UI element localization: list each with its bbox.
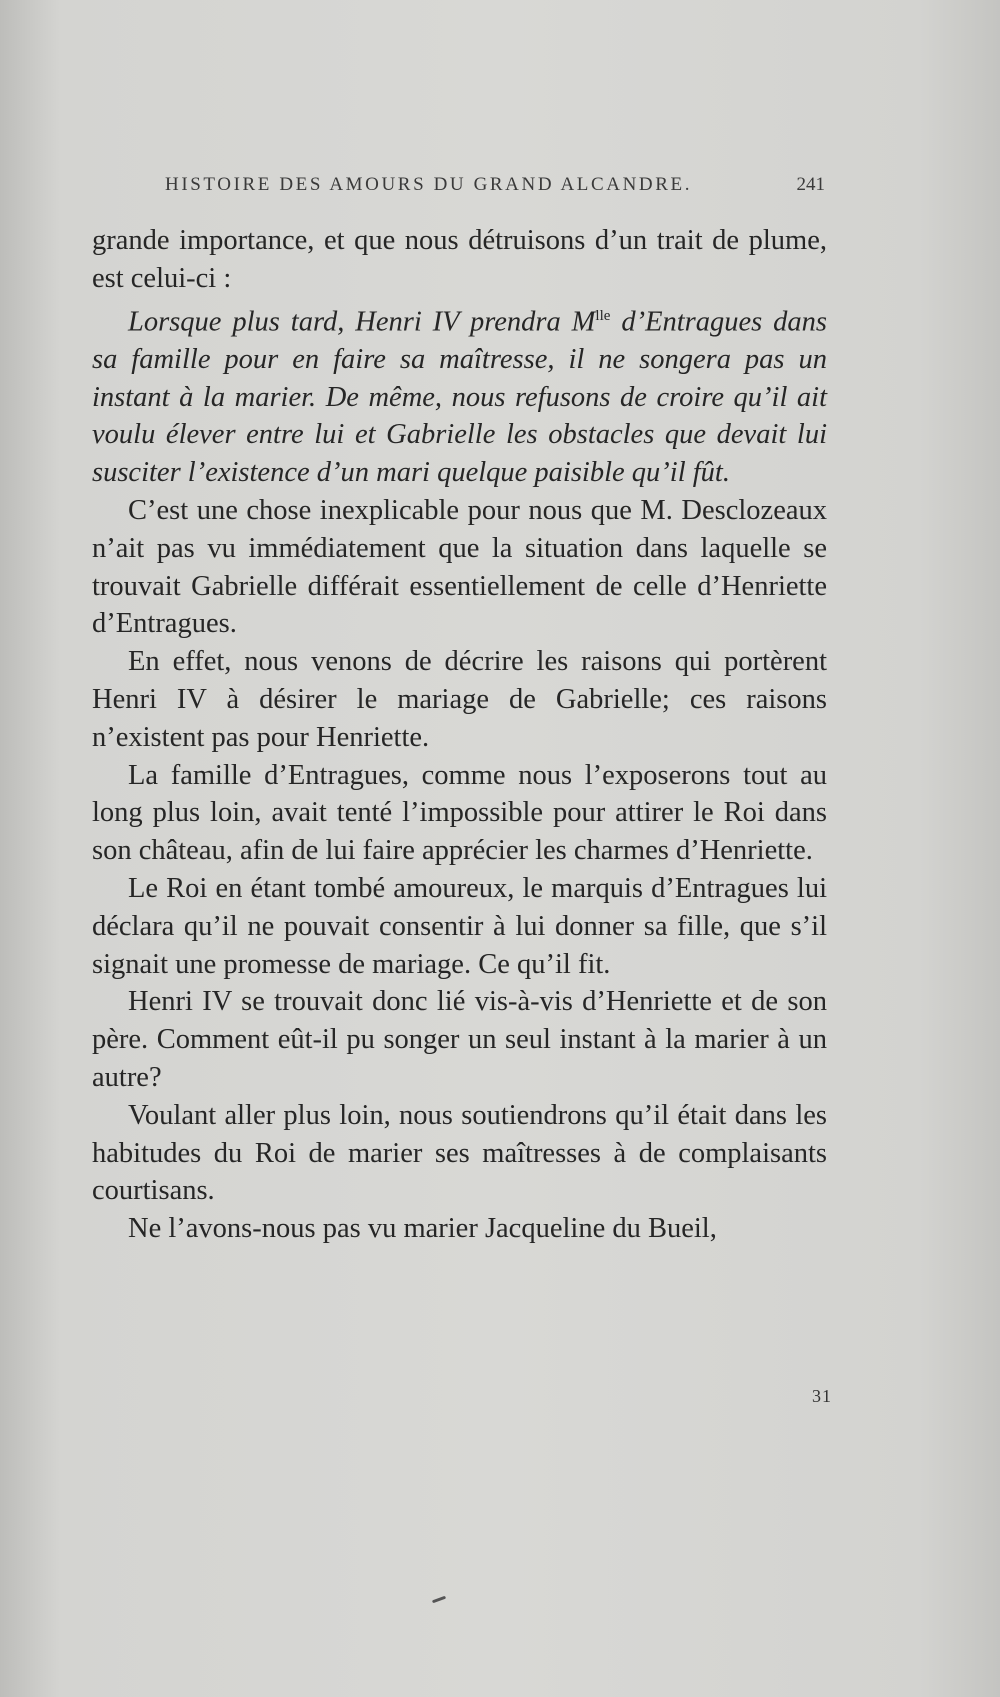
ink-speck (432, 1596, 446, 1604)
paragraph-8: Voulant aller plus loin, nous soutiendrons qu’il était dans les habitudes du Roi de marier ses maîtresses à de complaisants courtisans. (92, 1099, 827, 1207)
paragraph-1: grande importance, et que nous détruisons d’un trait de plume, est celui-ci : (92, 225, 827, 294)
page-header (165, 174, 825, 204)
signature-mark: 31 (812, 1386, 832, 1406)
paragraph-2-italic: Lorsque plus tard, Henri IV prendra $M^{lle}$ d’Entragues dans sa famille pour en faire sa maîtresse, il ne songera pas un instant à la marier. De même, nous refusons de croire qu’il ait voulu élever entre lui et Gabrielle les obstacles que devait lui susciter l’existence d’un mari quelque paisible qu’il fût. (92, 306, 827, 489)
paragraph-9: Ne l’avons-nous pas vu marier Jacqueline du Bueil, (128, 1213, 717, 1245)
paragraph-6: Le Roi en étant tombé amoureux, le marquis d’Entragues lui déclara qu’il ne pouvait consentir à lui donner sa fille, que s’il signait une promesse de mariage. Ce qu’il fit. (92, 873, 827, 980)
page-number: 241 (796, 174, 825, 195)
running-title: HISTOIRE DES AMOURS DU GRAND ALCANDRE. (165, 174, 693, 195)
paragraph-7: Henri IV se trouvait donc lié vis-à-vis d’Henriette et de son père. Comment eût-il pu songer un seul instant à la marier à un autre? (92, 986, 827, 1094)
paragraph-5: La famille d’Entragues, comme nous l’exposerons tout au long plus loin, avait tenté l’impossible pour attirer le Roi dans son château, afin de lui faire apprécier les charmes d’Henriette. (92, 759, 827, 867)
body-text (92, 222, 827, 1248)
paragraph-4: En effet, nous venons de décrire les raisons qui portèrent Henri IV à désirer le mariage de Gabrielle; ces raisons n’existent pas pour Henriette. (92, 646, 827, 753)
paragraph-3: C’est une chose inexplicable pour nous que M. Desclozeaux n’ait pas vu immédiatement que la situation dans laquelle se trouvait Gabrielle différait essentiellement de celle d’Henriette d’Entragues. (92, 495, 827, 640)
